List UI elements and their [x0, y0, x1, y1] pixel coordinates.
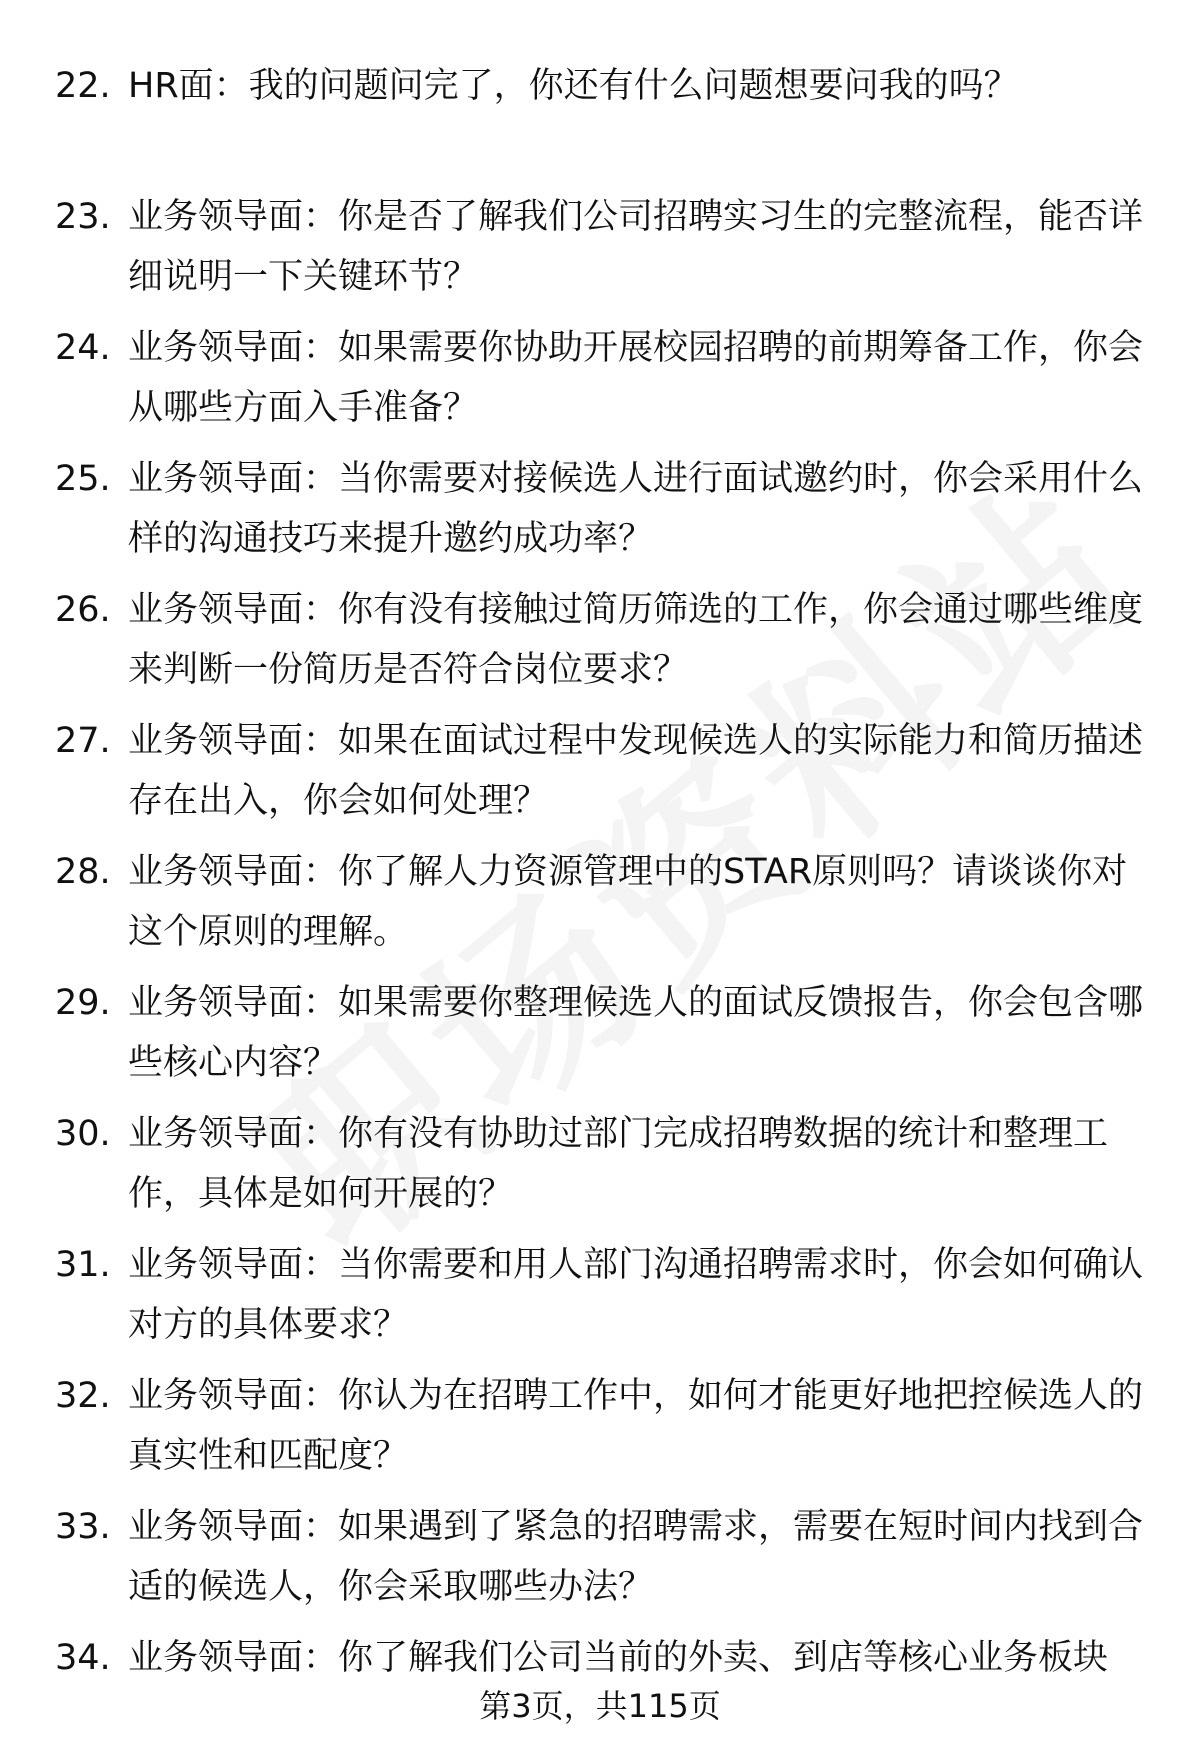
list-item	[0, 449, 1200, 580]
question-text: 业务领导面：你了解人力资源管理中的STAR原则吗？请谈谈你对这个原则的理解。	[128, 852, 1128, 952]
question-number: 23.	[55, 197, 111, 237]
page-footer	[0, 1683, 1200, 1729]
list-item	[0, 711, 1200, 842]
question-text: 业务领导面：你了解我们公司当前的外卖、到店等核心业务板块	[128, 1638, 1109, 1678]
list-item	[0, 580, 1200, 711]
question-number: 26.	[55, 590, 111, 630]
question-text: HR面：我的问题问完了，你还有什么问题想要问我的吗？	[128, 66, 1019, 106]
question-text: 业务领导面：你是否了解我们公司招聘实习生的完整流程，能否详细说明一下关键环节？	[128, 197, 1144, 297]
list-item	[0, 1366, 1200, 1497]
question-number: 29.	[55, 983, 111, 1023]
question-text: 业务领导面：如果需要你整理候选人的面试反馈报告，你会包含哪些核心内容？	[128, 983, 1144, 1083]
question-text: 业务领导面：你认为在招聘工作中，如何才能更好地把控候选人的真实性和匹配度？	[128, 1376, 1144, 1476]
list-item	[0, 1235, 1200, 1366]
list-item	[0, 1104, 1200, 1235]
question-text: 业务领导面：如果需要你协助开展校园招聘的前期筹备工作，你会从哪些方面入手准备？	[128, 328, 1144, 428]
question-number: 32.	[55, 1376, 111, 1416]
list-item	[0, 973, 1200, 1104]
question-number: 34.	[55, 1638, 111, 1678]
question-text: 业务领导面：当你需要对接候选人进行面试邀约时，你会采用什么样的沟通技巧来提升邀约成功率？	[128, 459, 1144, 559]
question-number: 28.	[55, 852, 111, 892]
question-text: 业务领导面：如果遇到了紧急的招聘需求，需要在短时间内找到合适的候选人，你会采取哪些办法？	[128, 1507, 1144, 1607]
question-text: 业务领导面：如果在面试过程中发现候选人的实际能力和简历描述存在出入，你会如何处理？	[128, 721, 1144, 821]
list-item	[0, 187, 1200, 318]
question-list	[0, 56, 1200, 1759]
list-item	[0, 842, 1200, 973]
question-number: 33.	[55, 1507, 111, 1547]
question-number: 24.	[55, 328, 111, 368]
question-number: 22.	[55, 66, 111, 106]
list-item	[0, 318, 1200, 449]
question-text: 业务领导面：你有没有接触过简历筛选的工作，你会通过哪些维度来判断一份简历是否符合岗位要求？	[128, 590, 1144, 690]
question-number: 31.	[55, 1245, 111, 1285]
question-number: 27.	[55, 721, 111, 761]
page-indicator: 第3页，共115页	[479, 1687, 721, 1725]
question-number: 30.	[55, 1114, 111, 1154]
question-text: 业务领导面：你有没有协助过部门完成招聘数据的统计和整理工作，具体是如何开展的？	[128, 1114, 1109, 1214]
list-item	[0, 1497, 1200, 1628]
question-text: 业务领导面：当你需要和用人部门沟通招聘需求时，你会如何确认对方的具体要求？	[128, 1245, 1144, 1345]
question-number: 25.	[55, 459, 111, 499]
list-item	[0, 56, 1200, 187]
